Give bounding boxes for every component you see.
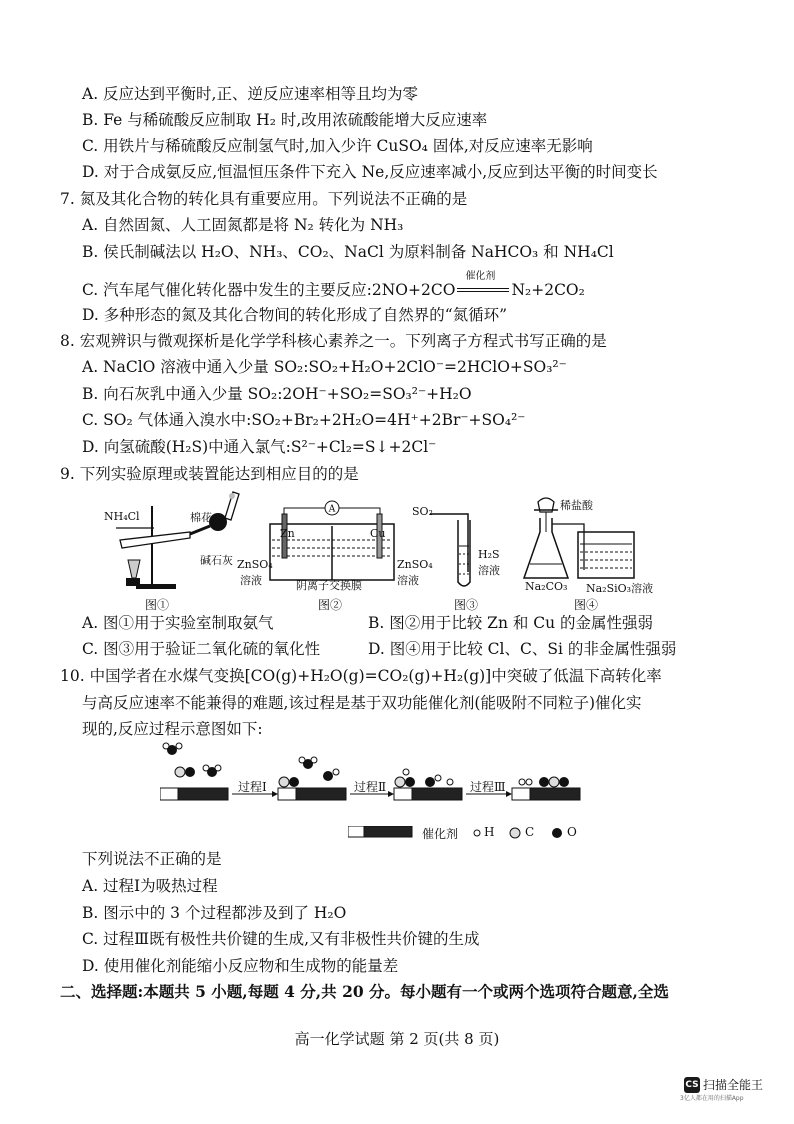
figure-3-test-tube	[430, 506, 480, 592]
scanner-tagline: 3亿人都在用的扫描App	[680, 1095, 744, 1102]
q7-stem: 7. 氮及其化合物的转化具有重要应用。下列说法不正确的是	[60, 190, 468, 208]
label-so2: SO₂	[412, 505, 433, 518]
label-na2sio3: Na₂SiO₃溶液	[586, 582, 654, 595]
label-cotton: 棉花	[190, 511, 212, 524]
q7-option-c	[82, 271, 585, 300]
label-cu: Cu	[370, 527, 386, 540]
caption-fig2: 图②	[318, 598, 343, 612]
caption-fig1: 图①	[145, 598, 170, 612]
q9-stem: 9. 下列实验原理或装置能达到相应目的的是	[60, 465, 359, 483]
label-soda-lime: 碱石灰	[200, 554, 233, 567]
legend-o-label: O	[567, 825, 577, 839]
legend-catalyst-label: 催化剂	[422, 827, 459, 841]
q8-option-b: B. 向石灰乳中通入少量 SO₂:2OH⁻+SO₂=SO₃²⁻+H₂O	[82, 385, 472, 403]
q10-option-d: D. 使用催化剂能缩小反应物和生成物的能量差	[82, 957, 399, 975]
q8-option-d: D. 向氢硫酸(H₂S)中通入氯气:S²⁻+Cl₂=S↓+2Cl⁻	[82, 438, 437, 456]
caption-fig4: 图④	[574, 598, 599, 612]
q7-option-a: A. 自然固氮、人工固氮都是将 N₂ 转化为 NH₃	[82, 216, 404, 234]
q6-option-b: B. Fe 与稀硫酸反应制取 H₂ 时,改用浓硫酸能增大反应速率	[82, 111, 488, 129]
ammeter-label: A	[328, 504, 336, 515]
q6-option-c: C. 用铁片与稀硫酸反应制氢气时,加入少许 CuSO₄ 固体,对反应速率无影响	[82, 137, 593, 155]
q9-option-c: C. 图③用于验证二氧化硫的氧化性	[82, 640, 321, 658]
catalyst-label: 催化剂	[465, 271, 496, 282]
q10-stem-line3: 现的,反应过程示意图如下:	[82, 720, 263, 738]
process-1-label: 过程Ⅰ	[238, 780, 267, 794]
q6-option-d: D. 对于合成氨反应,恒温恒压条件下充入 Ne,反应速率减小,反应到达平衡的时间变长	[82, 163, 658, 181]
reaction-process-diagram	[160, 742, 590, 808]
q8-option-a: A. NaClO 溶液中通入少量 SO₂:SO₂+H₂O+2ClO⁻=2HClO+SO₃²⁻	[82, 358, 567, 376]
label-zn: Zn	[280, 527, 295, 540]
label-solution-left: 溶液	[240, 574, 262, 587]
label-na2co3: Na₂CO₃	[525, 580, 568, 593]
q6-option-a: A. 反应达到平衡时,正、逆反应速率相等且均为零	[82, 85, 418, 103]
label-nh4cl: NH₄Cl	[104, 510, 140, 523]
process-2-label: 过程Ⅱ	[354, 780, 387, 794]
figure-2-galvanic-cell	[262, 498, 402, 588]
q7-option-c-products: N₂+2CO₂	[511, 281, 585, 299]
legend-h-label: H	[484, 825, 495, 839]
legend-c-icon	[508, 826, 522, 840]
legend-catalyst-swatch	[348, 826, 414, 838]
figure-1-ammonia-apparatus	[100, 488, 240, 594]
scanner-watermark	[680, 1074, 764, 1102]
label-znso4-right: ZnSO₄	[397, 558, 433, 571]
process-3-label: 过程Ⅲ	[470, 780, 506, 794]
label-dilute-hcl: 稀盐酸	[560, 499, 593, 512]
legend-c-label: C	[525, 825, 535, 839]
q9-option-a: A. 图①用于实验室制取氨气	[82, 614, 274, 632]
q10-option-b: B. 图示中的 3 个过程都涉及到了 H₂O	[82, 904, 347, 922]
scanner-name: 扫描全能王	[703, 1078, 764, 1092]
q7-option-c-text: C. 汽车尾气催化转化器中发生的主要反应:2NO+2CO	[82, 281, 456, 299]
q10-stem-line1: 10. 中国学者在水煤气变换[CO(g)+H₂O(g)=CO₂(g)+H₂(g)]中突破了低温下高转化率	[60, 667, 662, 685]
label-h2s-solution: 溶液	[478, 564, 500, 577]
legend-o-icon	[550, 826, 564, 840]
q7-option-d: D. 多种形态的氮及其化合物间的转化形成了自然界的“氮循环”	[82, 306, 508, 324]
legend-h-icon	[472, 828, 482, 838]
scanner-logo-icon: CS	[684, 1077, 700, 1093]
q10-option-c: C. 过程Ⅲ既有极性共价键的生成,又有非极性共价键的生成	[82, 930, 480, 948]
section-2-heading: 二、选择题:本题共 5 小题,每题 4 分,共 20 分。每小题有一个或两个选项符合题意,全选	[60, 982, 669, 1001]
label-znso4-left: ZnSO₄	[237, 558, 273, 571]
catalyst-arrow	[455, 271, 511, 300]
q10-option-a: A. 过程Ⅰ为吸热过程	[82, 877, 218, 895]
q8-stem: 8. 宏观辨识与微观探析是化学学科核心素养之一。下列离子方程式书写正确的是	[60, 332, 607, 350]
label-h2s: H₂S	[478, 548, 500, 561]
label-solution-right: 溶液	[397, 574, 419, 587]
page-footer: 高一化学试题 第 2 页(共 8 页)	[294, 1030, 500, 1048]
q10-stem-line2: 与高反应速率不能兼得的难题,该过程是基于双功能催化剂(能吸附不同粒子)催化实	[82, 694, 642, 712]
q9-option-b: B. 图②用于比较 Zn 和 Cu 的金属性强弱	[368, 614, 654, 632]
q10-question: 下列说法不正确的是	[82, 850, 222, 868]
q7-option-b: B. 侯氏制碱法以 H₂O、NH₃、CO₂、NaCl 为原料制备 NaHCO₃ 和 NH₄Cl	[82, 243, 614, 261]
caption-fig3: 图③	[454, 598, 479, 612]
q8-option-c: C. SO₂ 气体通入溴水中:SO₂+Br₂+2H₂O=4H⁺+2Br⁻+SO₄²⁻	[82, 411, 526, 429]
q9-option-d: D. 图④用于比较 Cl、C、Si 的非金属性强弱	[368, 640, 677, 658]
label-membrane: 阴离子交换膜	[296, 579, 362, 592]
